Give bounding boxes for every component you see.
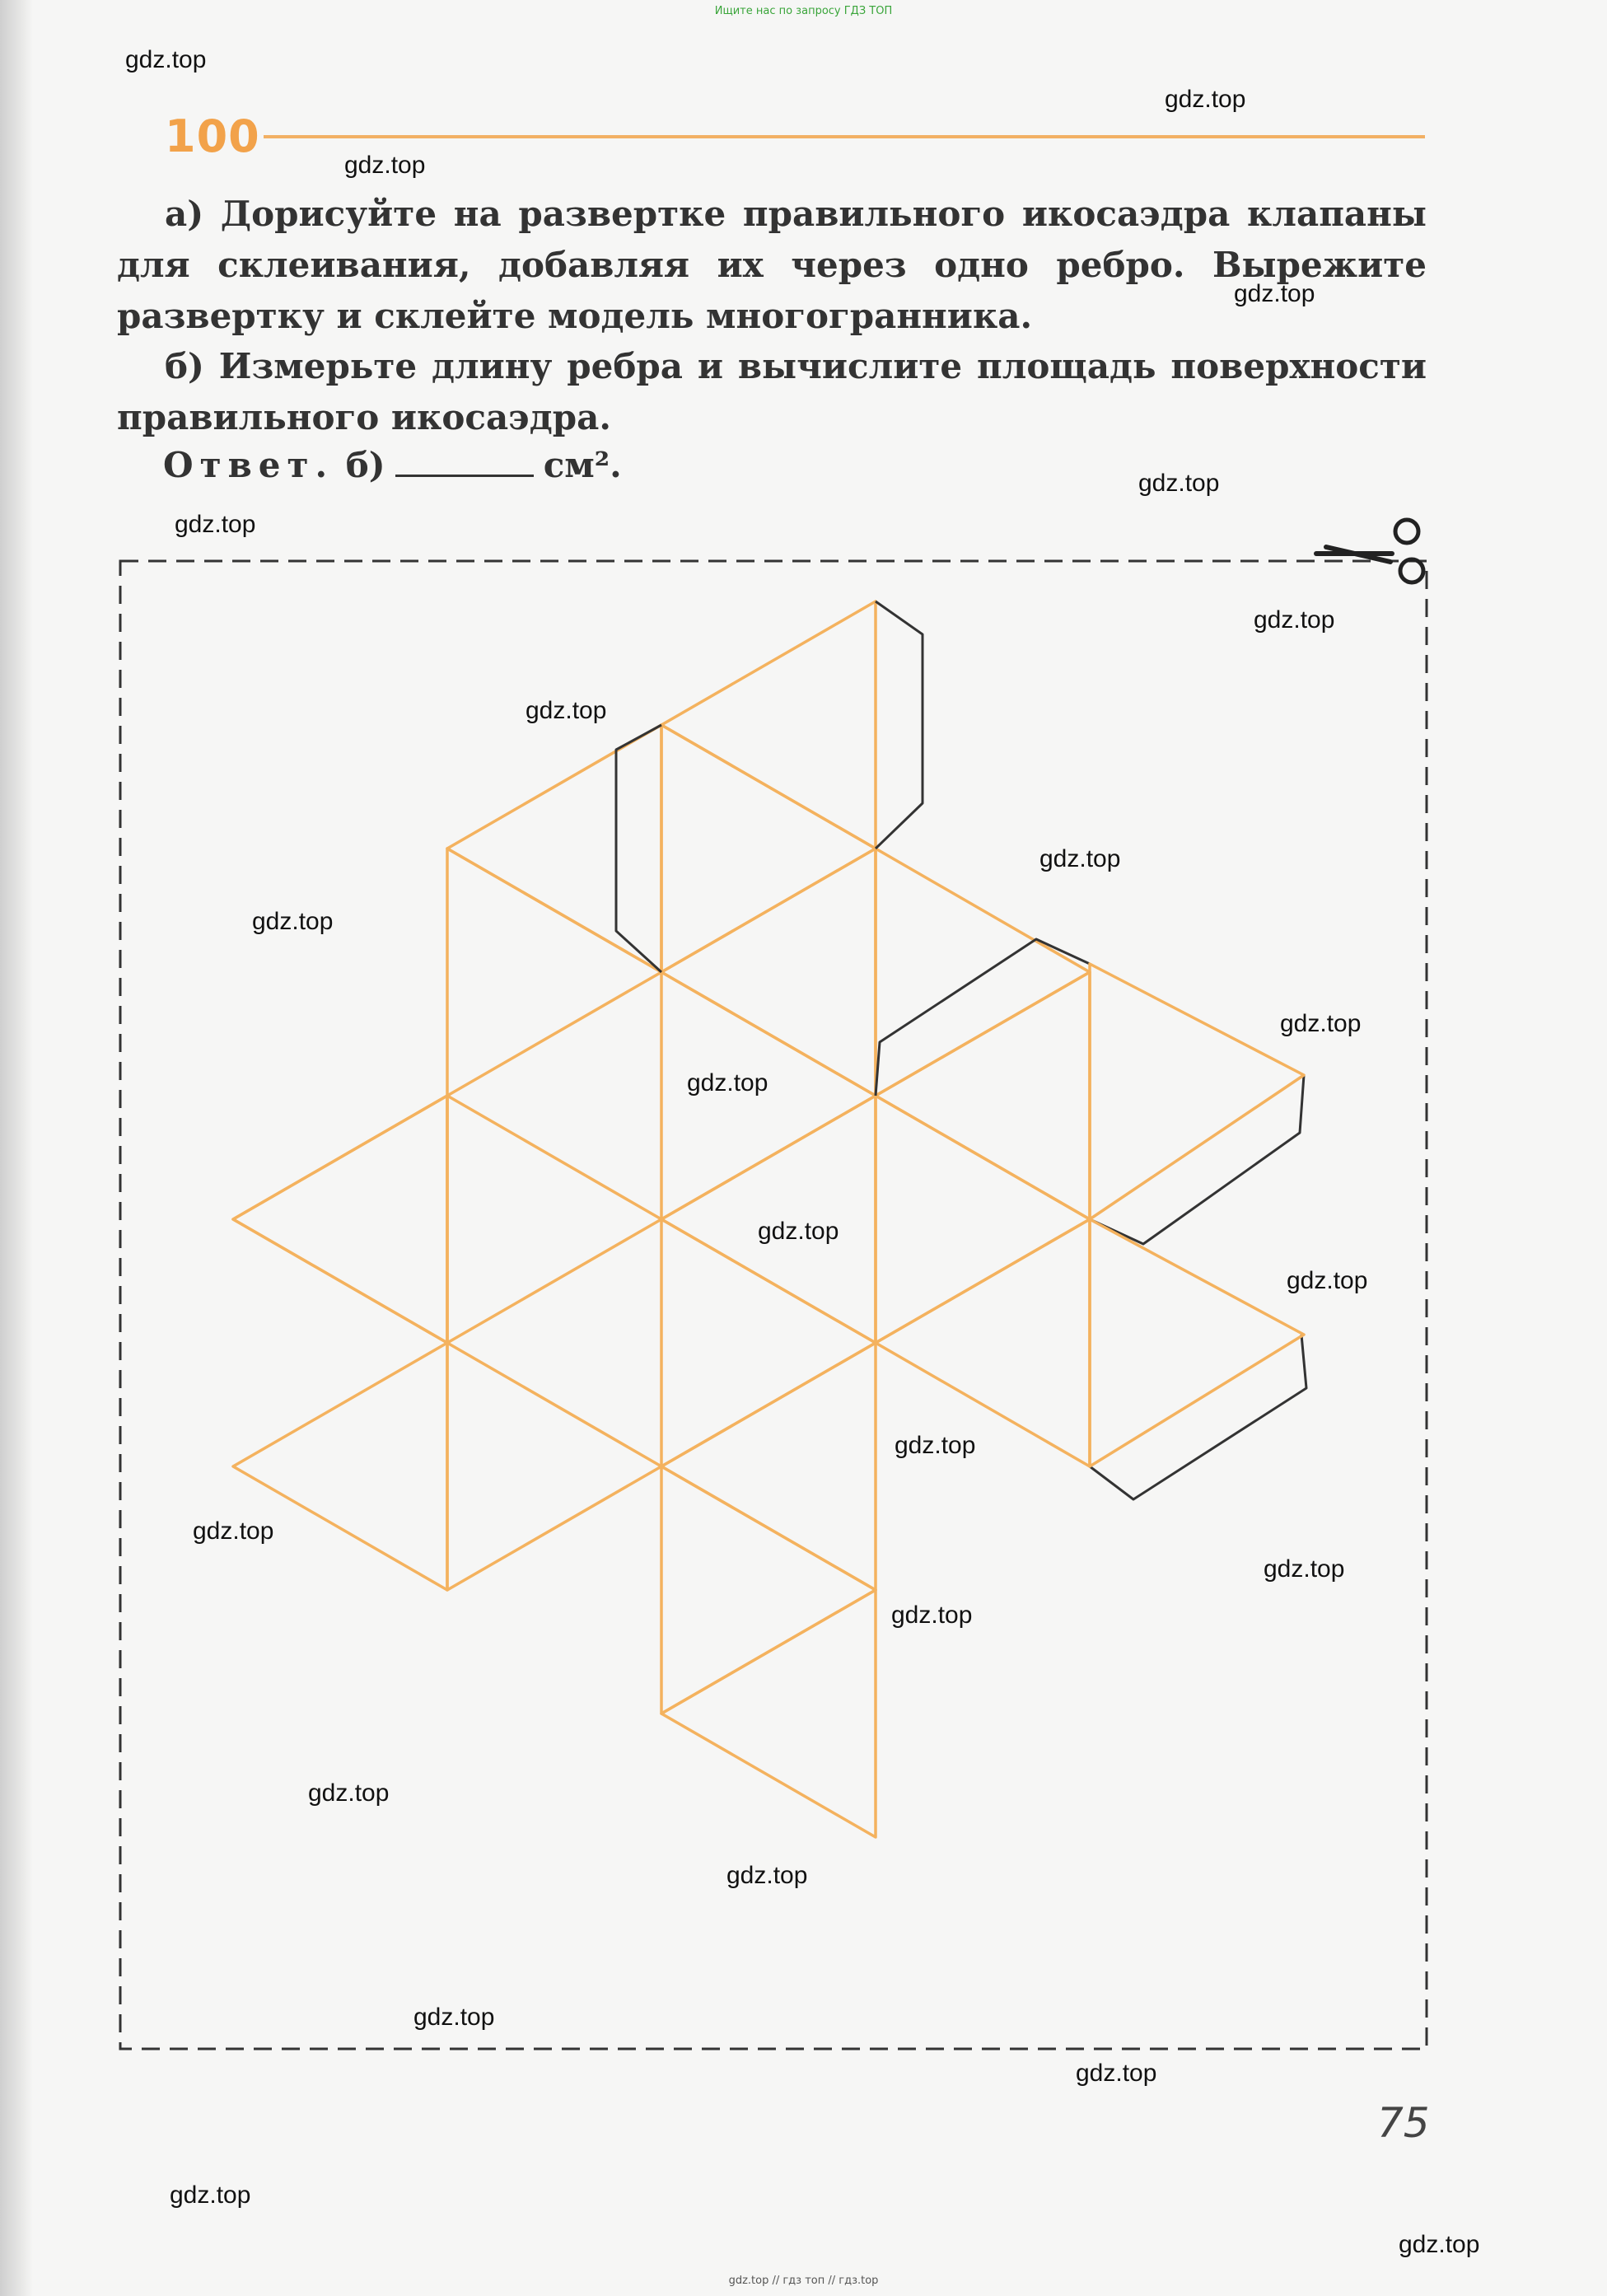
net-triangle xyxy=(661,1343,876,1590)
net-triangle xyxy=(661,1219,876,1466)
watermark-text: gdz.top xyxy=(1399,2231,1480,2258)
glue-flaps xyxy=(616,601,1306,1499)
glue-flap xyxy=(1090,1335,1306,1499)
net-triangle xyxy=(661,849,876,1096)
watermark-text: gdz.top xyxy=(526,697,607,724)
watermark-text: gdz.top xyxy=(175,511,256,538)
cut-frame xyxy=(120,561,1427,2049)
net-triangle xyxy=(876,1096,1090,1343)
net-triangle xyxy=(447,1343,661,1590)
glue-flap xyxy=(876,939,1090,1096)
watermark-text: gdz.top xyxy=(1254,606,1335,634)
watermark-text: gdz.top xyxy=(1264,1555,1345,1583)
net-triangle xyxy=(661,1590,876,1837)
watermark-text: gdz.top xyxy=(125,46,207,73)
top-banner[interactable]: Ищите нас по запросу ГДЗ ТОП xyxy=(714,5,893,17)
net-triangle xyxy=(447,725,661,972)
watermark-text: gdz.top xyxy=(1039,845,1121,872)
net-triangle xyxy=(876,972,1090,1219)
net-triangle xyxy=(661,601,876,849)
watermark-text: gdz.top xyxy=(308,1779,390,1807)
net-triangle xyxy=(1090,964,1304,1219)
watermark-text: gdz.top xyxy=(1234,280,1315,307)
net-triangle xyxy=(447,849,661,1096)
task-part-a-text: а) Дорисуйте на развертке правильного икосаэдра клапаны для склеивания, добавляя их через одно ребро. Вырежите развертку и склейте модель многогранника. xyxy=(117,194,1427,336)
watermark-text: gdz.top xyxy=(758,1218,839,1245)
net-triangle xyxy=(661,1466,876,1714)
watermark-text: gdz.top xyxy=(1287,1267,1368,1294)
net-triangle xyxy=(1090,1219,1304,1466)
net-triangle xyxy=(233,1343,447,1590)
watermark-text: gdz.top xyxy=(687,1069,768,1097)
net-triangle xyxy=(661,725,876,972)
watermark-text: gdz.top xyxy=(344,152,426,179)
bottom-banner[interactable]: gdz.top // гдз топ // гдз.top xyxy=(728,2275,879,2287)
watermark-text: gdz.top xyxy=(895,1432,976,1459)
watermark-text: gdz.top xyxy=(1076,2060,1157,2087)
watermark-text: gdz.top xyxy=(1165,86,1246,113)
net-triangle xyxy=(876,1219,1090,1466)
task-number: 100 xyxy=(165,110,260,162)
watermark-text: gdz.top xyxy=(726,1862,808,1889)
glue-flap xyxy=(876,601,923,849)
watermark-text: gdz.top xyxy=(193,1517,274,1545)
net-triangle xyxy=(233,1096,447,1343)
watermark-text: gdz.top xyxy=(252,908,334,935)
net-triangle xyxy=(447,1096,661,1343)
net-triangle xyxy=(876,849,1090,1096)
scissors-icon xyxy=(1316,520,1423,582)
answer-part: б) xyxy=(345,445,385,485)
answer-label: Ответ. xyxy=(163,445,334,485)
watermark-text: gdz.top xyxy=(170,2181,251,2209)
answer-unit: см². xyxy=(543,445,622,485)
watermark-text: gdz.top xyxy=(1138,470,1220,497)
task-part-b-text: б) Измерьте длину ребра и вычислите площадь поверхности правильного икосаэдра. xyxy=(117,346,1427,437)
watermark-text: gdz.top xyxy=(1280,1010,1362,1037)
page-number: 75 xyxy=(1377,2099,1430,2147)
icosahedron-net xyxy=(233,601,1090,1837)
watermark-text: gdz.top xyxy=(413,2004,495,2031)
net-triangle xyxy=(233,1096,447,1343)
glue-flap xyxy=(1090,1075,1304,1244)
watermark-text: gdz.top xyxy=(891,1602,973,1629)
net-right-wing xyxy=(1090,964,1304,1466)
glue-flap xyxy=(616,725,661,972)
